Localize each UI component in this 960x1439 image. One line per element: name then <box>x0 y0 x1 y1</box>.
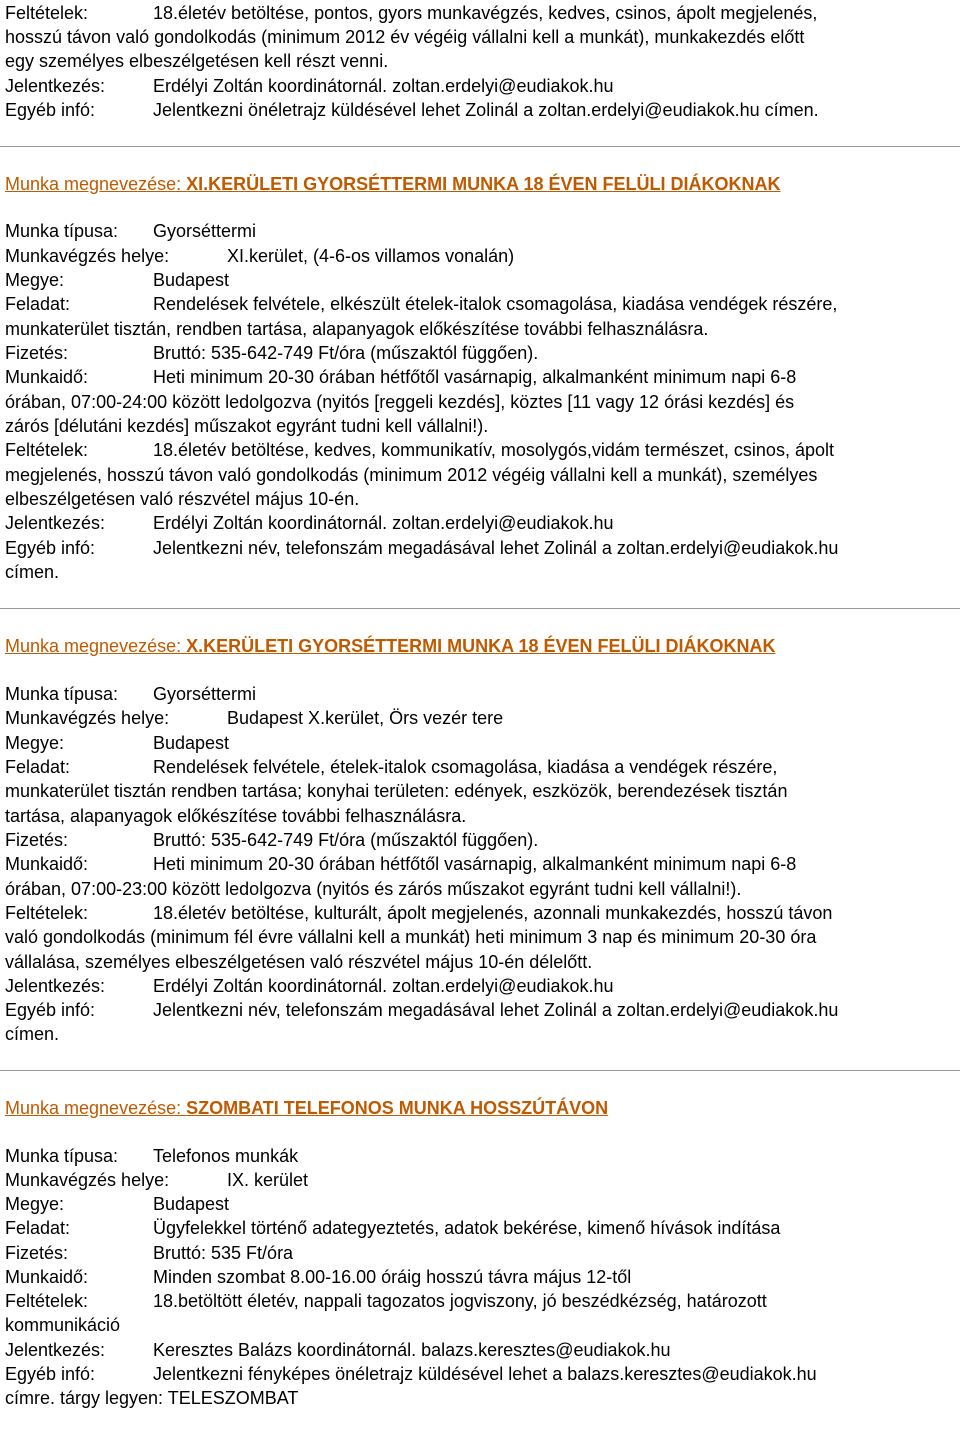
task-label: Feladat: <box>5 757 71 777</box>
conditions-row <box>5 1289 767 1313</box>
job-type-value: Gyorséttermi <box>153 221 257 241</box>
job-type-label: Munka típusa: <box>5 684 119 704</box>
task-label: Feladat: <box>5 1218 71 1238</box>
work-hours-text-3: zárós [délutáni kezdés] műszakot egyránt tudni kell vállalni!). <box>5 416 489 436</box>
job-type-value: Gyorséttermi <box>153 684 257 704</box>
application-row <box>5 974 614 998</box>
conditions-text-2: hosszú távon való gondolkodás (minimum 2012 év végéig vállalni kell a munkát), munkakezdés előtt <box>5 27 805 47</box>
conditions-row <box>5 901 833 925</box>
conditions-label: Feltételek: <box>5 3 89 23</box>
location-value: IX. kerület <box>227 1170 309 1190</box>
application-contact: Erdélyi Zoltán koordinátornál. zoltan.erdelyi@eudiakok.hu <box>153 976 614 996</box>
conditions-text-3: elbeszélgetésen való részvétel május 10-én. <box>5 489 360 509</box>
work-hours-label: Munkaidő: <box>5 367 89 387</box>
conditions-text-2: való gondolkodás (minimum fél évre vállalni kell a munkát) heti minimum 3 nap és minimum 20-30 óra <box>5 927 817 947</box>
other-info-label: Egyéb infó: <box>5 1364 96 1384</box>
conditions-text-2: megjelenés, hosszú távon való gondolkodás (minimum 2012 végéig vállalni kell a munkát), személyes <box>5 465 818 485</box>
work-hours-row <box>5 365 797 389</box>
location-row <box>5 1168 309 1192</box>
job-type-row <box>5 682 257 706</box>
work-hours-row <box>5 852 797 876</box>
separator <box>0 146 960 147</box>
application-label: Jelentkezés: <box>5 513 106 533</box>
other-info-text-2: címre. tárgy legyen: TELESZOMBAT <box>5 1388 299 1408</box>
conditions-text-3: egy személyes elbeszélgetésen kell részt venni. <box>5 51 389 71</box>
conditions-label: Feltételek: <box>5 440 89 460</box>
work-hours-text: Heti minimum 20-30 órában hétfőtől vasárnapig, alkalmanként minimum napi 6-8 <box>153 854 797 874</box>
other-info-text-2: címen. <box>5 1024 60 1044</box>
county-label: Megye: <box>5 733 65 753</box>
other-info-row <box>5 998 839 1022</box>
conditions-text: 18.életév betöltése, kulturált, ápolt megjelenés, azonnali munkakezdés, hosszú távon <box>153 903 833 923</box>
conditions-text-2: kommunikáció <box>5 1315 121 1335</box>
other-info-label: Egyéb infó: <box>5 100 96 120</box>
task-text: Ügyfelekkel történő adategyeztetés, adatok bekérése, kimenő hívások indítása <box>153 1218 781 1238</box>
conditions-label: Feltételek: <box>5 1291 89 1311</box>
task-row <box>5 755 778 779</box>
other-info-row <box>5 1362 817 1386</box>
application-row <box>5 1338 671 1362</box>
county-value: Budapest <box>153 733 230 753</box>
salary-row <box>5 1241 294 1265</box>
salary-value: Bruttó: 535-642-749 Ft/óra (műszaktól függően). <box>153 830 539 850</box>
county-value: Budapest <box>153 1194 230 1214</box>
county-row <box>5 268 230 292</box>
conditions-text: 18.életév betöltése, kedves, kommunikatív, mosolygós,vidám természet, csinos, ápolt <box>153 440 834 460</box>
separator <box>0 1070 960 1071</box>
application-label: Jelentkezés: <box>5 976 106 996</box>
job-title: Munka megnevezése: SZOMBATI TELEFONOS MUNKA HOSSZÚTÁVON <box>5 1098 609 1118</box>
application-row <box>5 74 614 98</box>
other-info-text: Jelentkezni önéletrajz küldésével lehet Zolinál a zoltan.erdelyi@eudiakok.hu címen. <box>153 100 819 120</box>
other-info-text-2: címen. <box>5 562 60 582</box>
other-info-label: Egyéb infó: <box>5 538 96 558</box>
task-text: Rendelések felvétele, ételek-italok csomagolása, kiadása a vendégek részére, <box>153 757 778 777</box>
location-label: Munkavégzés helye: <box>5 708 170 728</box>
job-title: Munka megnevezése: XI.KERÜLETI GYORSÉTTERMI MUNKA 18 ÉVEN FELÜLI DIÁKOKNAK <box>5 174 781 194</box>
work-hours-text-2: órában, 07:00-23:00 között ledolgozva (nyitós és zárós műszakot egyránt tudni kell vállalni!). <box>5 879 742 899</box>
work-hours-label: Munkaidő: <box>5 1267 89 1287</box>
application-contact: Keresztes Balázs koordinátornál. balazs.keresztes@eudiakok.hu <box>153 1340 671 1360</box>
task-text-2: munkaterület tisztán, rendben tartása, alapanyagok előkészítése további felhasználásra. <box>5 319 709 339</box>
work-hours-row <box>5 1265 632 1289</box>
other-info-row <box>5 98 819 122</box>
location-value: Budapest X.kerület, Örs vezér tere <box>227 708 504 728</box>
salary-value: Bruttó: 535-642-749 Ft/óra (műszaktól függően). <box>153 343 539 363</box>
location-label: Munkavégzés helye: <box>5 1170 170 1190</box>
task-row <box>5 292 838 316</box>
location-label: Munkavégzés helye: <box>5 246 170 266</box>
work-hours-text: Minden szombat 8.00-16.00 óráig hosszú távra május 12-től <box>153 1267 632 1287</box>
county-value: Budapest <box>153 270 230 290</box>
salary-value: Bruttó: 535 Ft/óra <box>153 1243 294 1263</box>
work-hours-text: Heti minimum 20-30 órában hétfőtől vasárnapig, alkalmanként minimum napi 6-8 <box>153 367 797 387</box>
location-row <box>5 244 515 268</box>
job-type-value: Telefonos munkák <box>153 1146 299 1166</box>
county-row <box>5 1192 230 1216</box>
task-label: Feladat: <box>5 294 71 314</box>
salary-row <box>5 828 539 852</box>
other-info-label: Egyéb infó: <box>5 1000 96 1020</box>
task-row <box>5 1216 781 1240</box>
conditions-text-3: vállalása, személyes elbeszélgetésen való részvétel május 10-én délelőtt. <box>5 952 593 972</box>
task-text-2: munkaterület tisztán rendben tartása; konyhai területen: edények, eszközök, berendezések tisztán <box>5 781 788 801</box>
salary-row <box>5 341 539 365</box>
separator <box>0 608 960 609</box>
work-hours-label: Munkaidő: <box>5 854 89 874</box>
salary-label: Fizetés: <box>5 1243 69 1263</box>
county-label: Megye: <box>5 1194 65 1214</box>
county-row <box>5 731 230 755</box>
application-contact: Erdélyi Zoltán koordinátornál. zoltan.erdelyi@eudiakok.hu <box>153 76 614 96</box>
application-contact: Erdélyi Zoltán koordinátornál. zoltan.erdelyi@eudiakok.hu <box>153 513 614 533</box>
job-type-row <box>5 1144 299 1168</box>
salary-label: Fizetés: <box>5 830 69 850</box>
conditions-row <box>5 438 834 462</box>
location-row <box>5 706 504 730</box>
conditions-label: Feltételek: <box>5 903 89 923</box>
task-text-3: tartása, alapanyagok előkészítése további felhasználásra. <box>5 806 467 826</box>
work-hours-text-2: órában, 07:00-24:00 között ledolgozva (nyitós [reggeli kezdés], köztes [11 vagy 12 órási kezdés] és <box>5 392 795 412</box>
other-info-text: Jelentkezni név, telefonszám megadásával lehet Zolinál a zoltan.erdelyi@eudiakok.hu <box>153 1000 839 1020</box>
other-info-text: Jelentkezni fényképes önéletrajz küldésével lehet a balazs.keresztes@eudiakok.hu <box>153 1364 817 1384</box>
conditions-text: 18.életév betöltése, pontos, gyors munkavégzés, kedves, csinos, ápolt megjelenés, <box>153 3 818 23</box>
application-label: Jelentkezés: <box>5 1340 106 1360</box>
job-type-row <box>5 219 257 243</box>
location-value: XI.kerület, (4-6-os villamos vonalán) <box>227 246 515 266</box>
job-title: Munka megnevezése: X.KERÜLETI GYORSÉTTERMI MUNKA 18 ÉVEN FELÜLI DIÁKOKNAK <box>5 636 776 656</box>
application-label: Jelentkezés: <box>5 76 106 96</box>
task-text: Rendelések felvétele, elkészült ételek-italok csomagolása, kiadása vendégek részére, <box>153 294 838 314</box>
other-info-text: Jelentkezni név, telefonszám megadásával lehet Zolinál a zoltan.erdelyi@eudiakok.hu <box>153 538 839 558</box>
job-type-label: Munka típusa: <box>5 221 119 241</box>
conditions-text: 18.betöltött életév, nappali tagozatos jogviszony, jó beszédkézség, határozott <box>153 1291 767 1311</box>
job-type-label: Munka típusa: <box>5 1146 119 1166</box>
salary-label: Fizetés: <box>5 343 69 363</box>
application-row <box>5 511 614 535</box>
other-info-row <box>5 536 839 560</box>
conditions-row <box>5 1 818 25</box>
county-label: Megye: <box>5 270 65 290</box>
